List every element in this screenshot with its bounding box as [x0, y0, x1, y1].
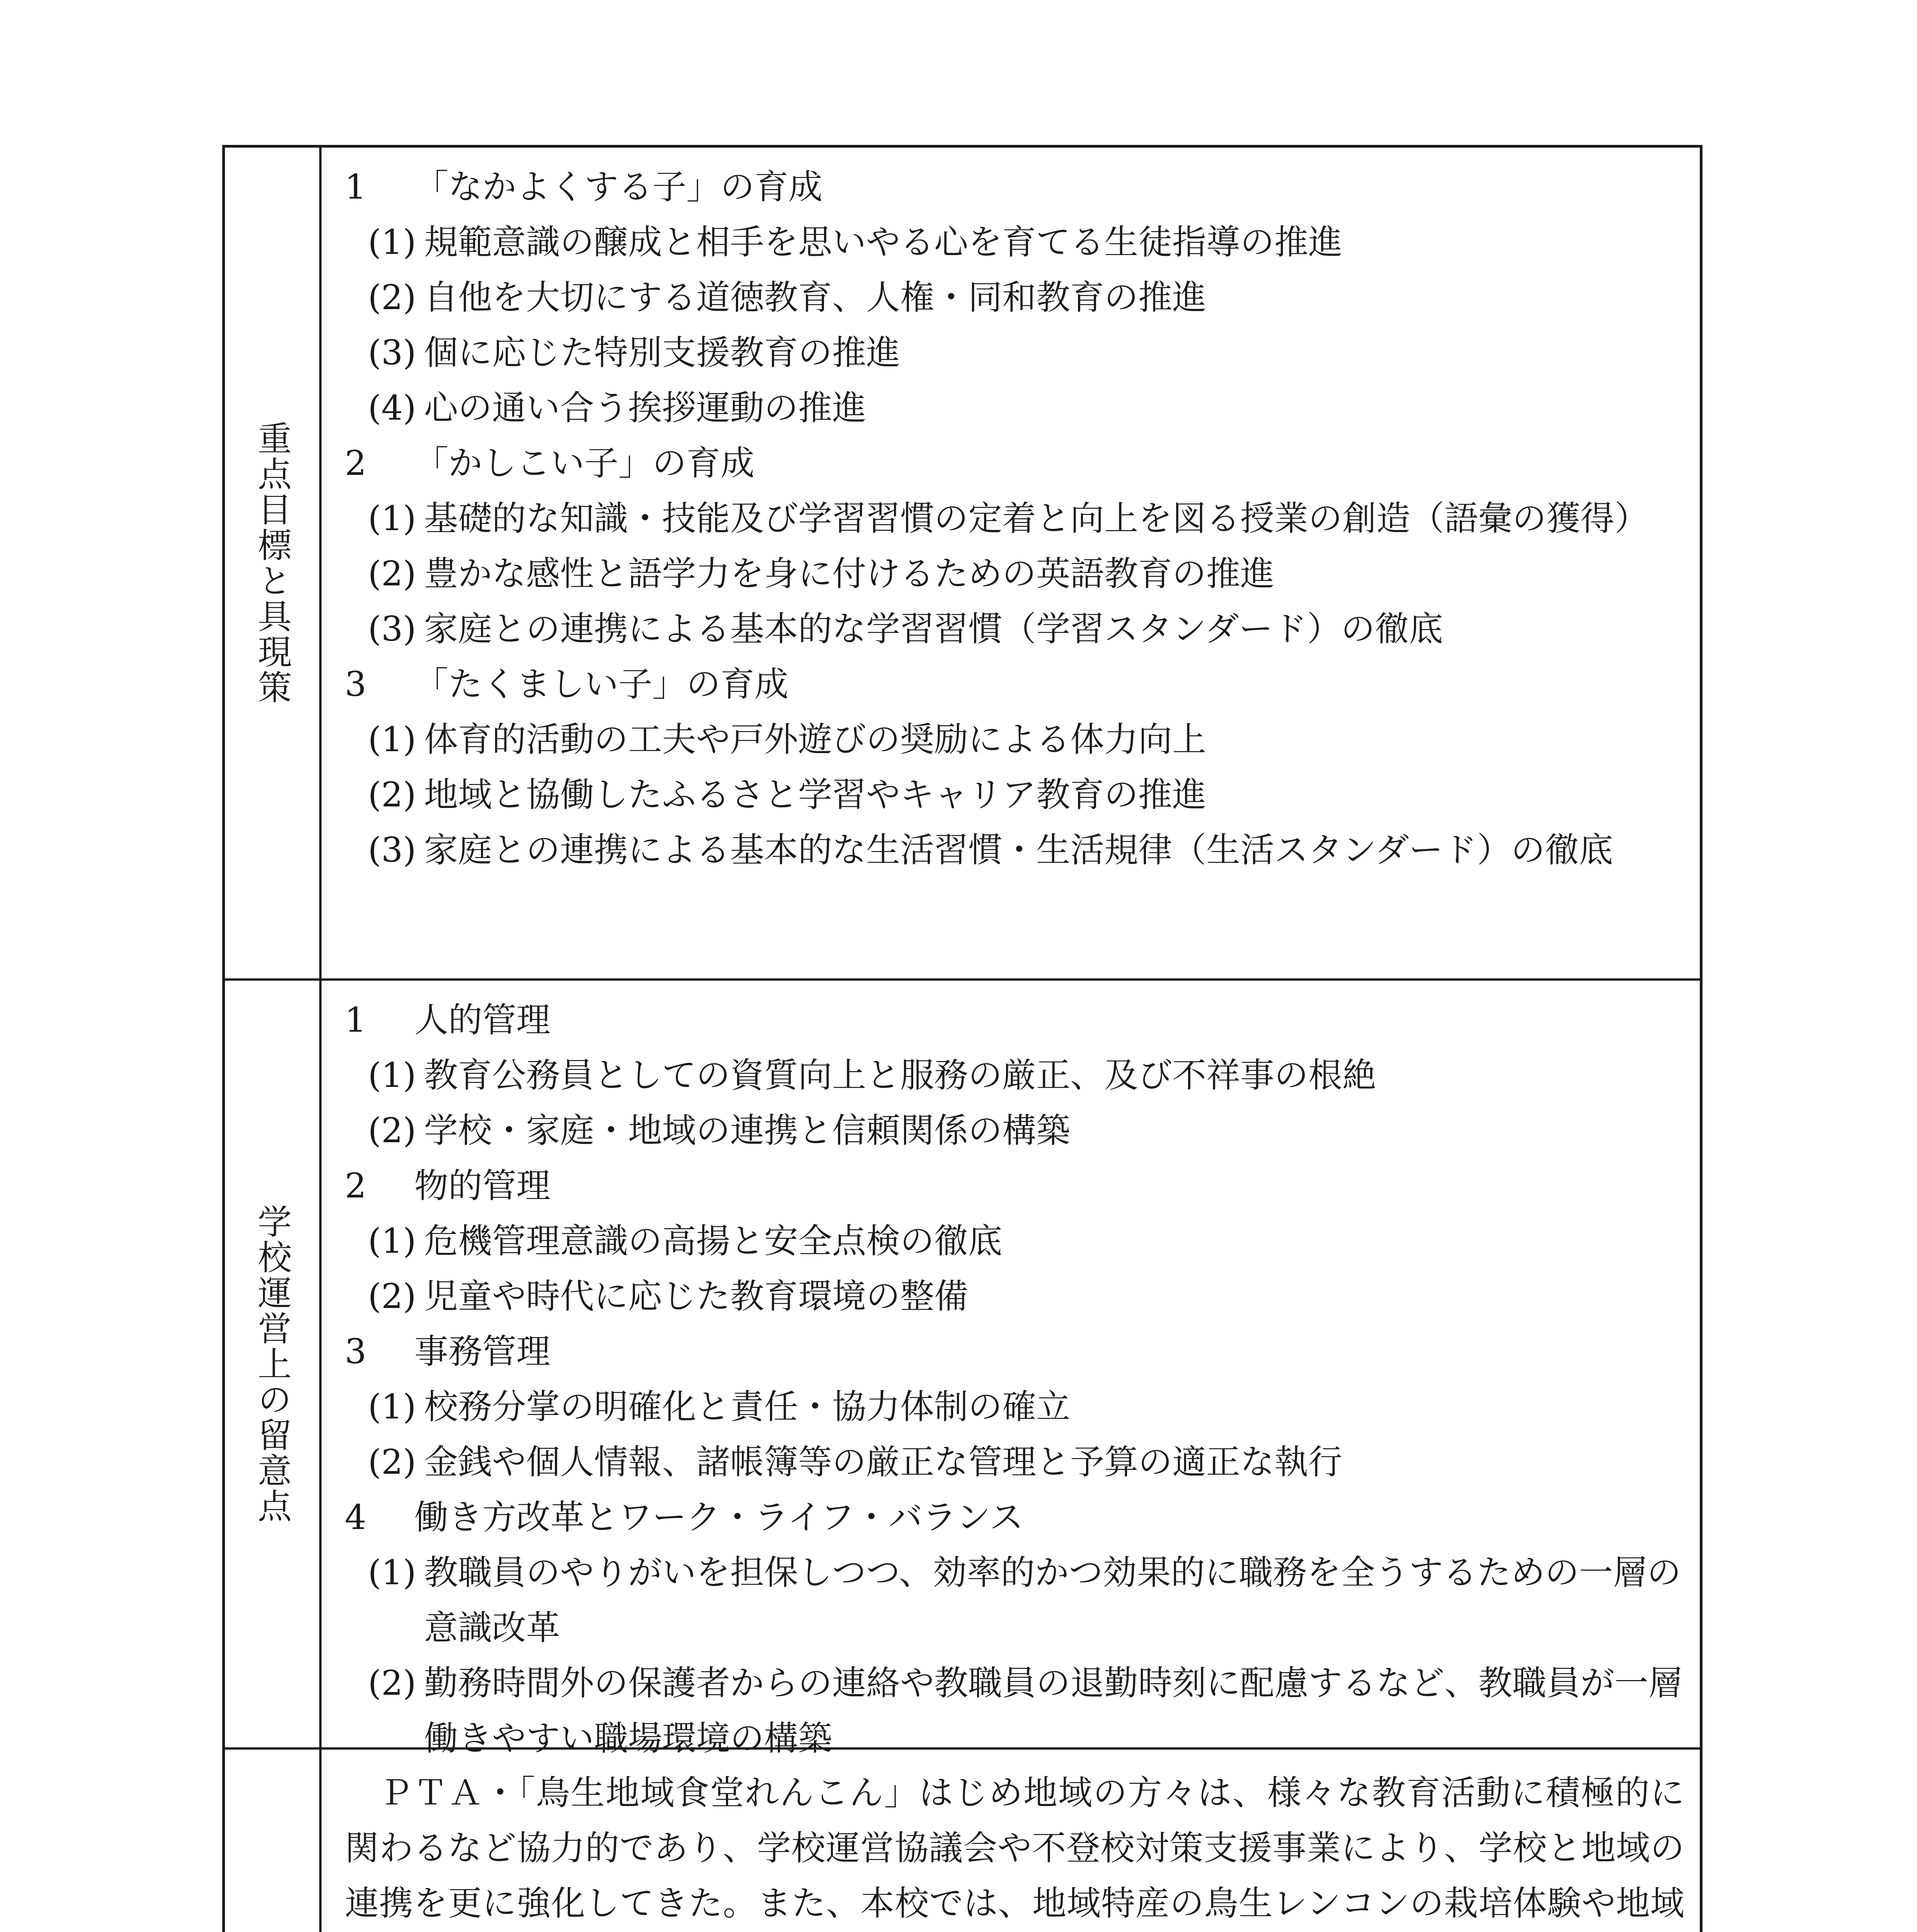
section-management [225, 978, 1700, 1758]
item-number: (2) [368, 277, 416, 317]
section-goals [225, 148, 1700, 978]
group-heading [345, 159, 1684, 214]
item-text: 勤務時間外の保護者からの連絡や教職員の退勤時刻に配慮するなど、教職員が一層働きやすい職場環境の構築 [424, 1663, 1683, 1758]
list-item [345, 1048, 1684, 1103]
item-text: 規範意識の醸成と相手を思いやる心を育てる生徒指導の推進 [424, 222, 1343, 262]
intro-paragraph: ＰＴＡ・「鳥生地域食堂れんこん」はじめ地域の方々は、様々な教育活動に積極的に関わるなど協力的であり、学校運営協議会や不登校対策支援事業により、学校と地域の連携を更に強化してきた。また、本校では、地域特産の鳥生レンコンの栽培体験や地域 [345, 1773, 1684, 1923]
item-number: (2) [368, 554, 416, 594]
list-item [345, 822, 1684, 878]
list-item [345, 767, 1684, 822]
item-number: (2) [368, 1276, 416, 1316]
list-item [345, 1545, 1684, 1655]
group-number: 4 [345, 1497, 366, 1537]
group-title: 「たくましい子」の育成 [414, 664, 789, 704]
list-item [345, 546, 1684, 601]
item-text: 地域と協働したふるさと学習やキャリア教育の推進 [424, 775, 1207, 815]
group-title: 人的管理 [414, 1000, 551, 1040]
item-text: 基礎的な知識・技能及び学習習慣の定着と向上を図る授業の創造（語彙の獲得） [424, 498, 1649, 538]
item-text: 個に応じた特別支援教育の推進 [424, 333, 901, 372]
list-item [345, 270, 1684, 325]
item-number: (4) [368, 388, 416, 428]
section-label-cell [225, 1750, 322, 1932]
item-text: 家庭との連携による基本的な学習習慣（学習スタンダード）の徹底 [424, 609, 1443, 649]
list-item [345, 1213, 1684, 1269]
list-item [345, 601, 1684, 656]
item-text: 教育公務員としての資質向上と服務の厳正、及び不祥事の根絶 [424, 1055, 1377, 1095]
list-item [345, 380, 1684, 435]
item-text: 豊かな感性と語学力を身に付けるための英語教育の推進 [424, 554, 1275, 594]
item-number: (2) [368, 1111, 416, 1150]
item-number: (2) [368, 1442, 416, 1482]
group-number: 2 [345, 1166, 366, 1206]
group-title: 事務管理 [414, 1332, 551, 1371]
item-text: 学校・家庭・地域の連携と信頼関係の構築 [424, 1111, 1071, 1150]
section-features [225, 1747, 1700, 1932]
group-heading [345, 1324, 1684, 1379]
group-heading [345, 435, 1684, 491]
item-number: (1) [368, 1055, 416, 1095]
item-number: (2) [368, 1663, 416, 1703]
list-item [345, 712, 1684, 767]
group-heading [345, 992, 1684, 1048]
group-number: 1 [345, 167, 366, 207]
group-heading [345, 1158, 1684, 1213]
item-text: 心の通い合う挨拶運動の推進 [424, 388, 867, 428]
group-number: 3 [345, 664, 366, 704]
section-content [322, 981, 1700, 1758]
policy-table [222, 145, 1702, 1932]
item-number: (1) [368, 222, 416, 262]
item-number: (1) [368, 1553, 416, 1592]
list-item [345, 214, 1684, 270]
item-number: (1) [368, 719, 416, 759]
group-title: 物的管理 [414, 1166, 551, 1206]
item-number: (1) [368, 1387, 416, 1427]
item-text: 家庭との連携による基本的な生活習慣・生活規律（生活スタンダード）の徹底 [424, 830, 1613, 870]
item-text: 体育的活動の工夫や戸外遊びの奨励による体力向上 [424, 719, 1207, 759]
item-number: (3) [368, 830, 416, 870]
group-title: 「なかよくする子」の育成 [414, 167, 823, 207]
item-text: 児童や時代に応じた教育環境の整備 [424, 1276, 969, 1316]
section-label-cell [225, 148, 322, 978]
section-label: 学校運営上の留意点 [252, 1204, 292, 1524]
item-text: 金銭や個人情報、諸帳簿等の厳正な管理と予算の適正な執行 [424, 1442, 1343, 1482]
group-number: 3 [345, 1332, 366, 1371]
item-number: (1) [368, 1221, 416, 1261]
section-content [322, 148, 1700, 978]
item-text: 校務分掌の明確化と責任・協力体制の確立 [424, 1387, 1071, 1427]
group-title: 「かしこい子」の育成 [414, 443, 755, 483]
group-number: 1 [345, 1000, 366, 1040]
item-number: (1) [368, 498, 416, 538]
list-item [345, 325, 1684, 380]
item-number: (3) [368, 333, 416, 372]
section-label-cell [225, 981, 322, 1747]
group-heading [345, 1490, 1684, 1545]
list-item [345, 1269, 1684, 1324]
section-content [322, 1750, 1700, 1932]
group-title: 働き方改革とワーク・ライフ・バランス [414, 1497, 1024, 1537]
item-text: 教職員のやりがいを担保しつつ、効率的かつ効果的に職務を全うするための一層の意識改革 [424, 1553, 1681, 1648]
item-number: (3) [368, 609, 416, 649]
list-item [345, 1434, 1684, 1490]
list-item [345, 491, 1684, 546]
item-number: (2) [368, 775, 416, 815]
list-item [345, 1103, 1684, 1158]
section-label: 重点目標と具現策 [252, 421, 292, 705]
list-item [345, 1379, 1684, 1434]
item-text: 危機管理意識の高揚と安全点検の徹底 [424, 1221, 1003, 1261]
group-heading [345, 656, 1684, 712]
item-text: 自他を大切にする道徳教育、人権・同和教育の推進 [424, 277, 1207, 317]
group-number: 2 [345, 443, 366, 483]
